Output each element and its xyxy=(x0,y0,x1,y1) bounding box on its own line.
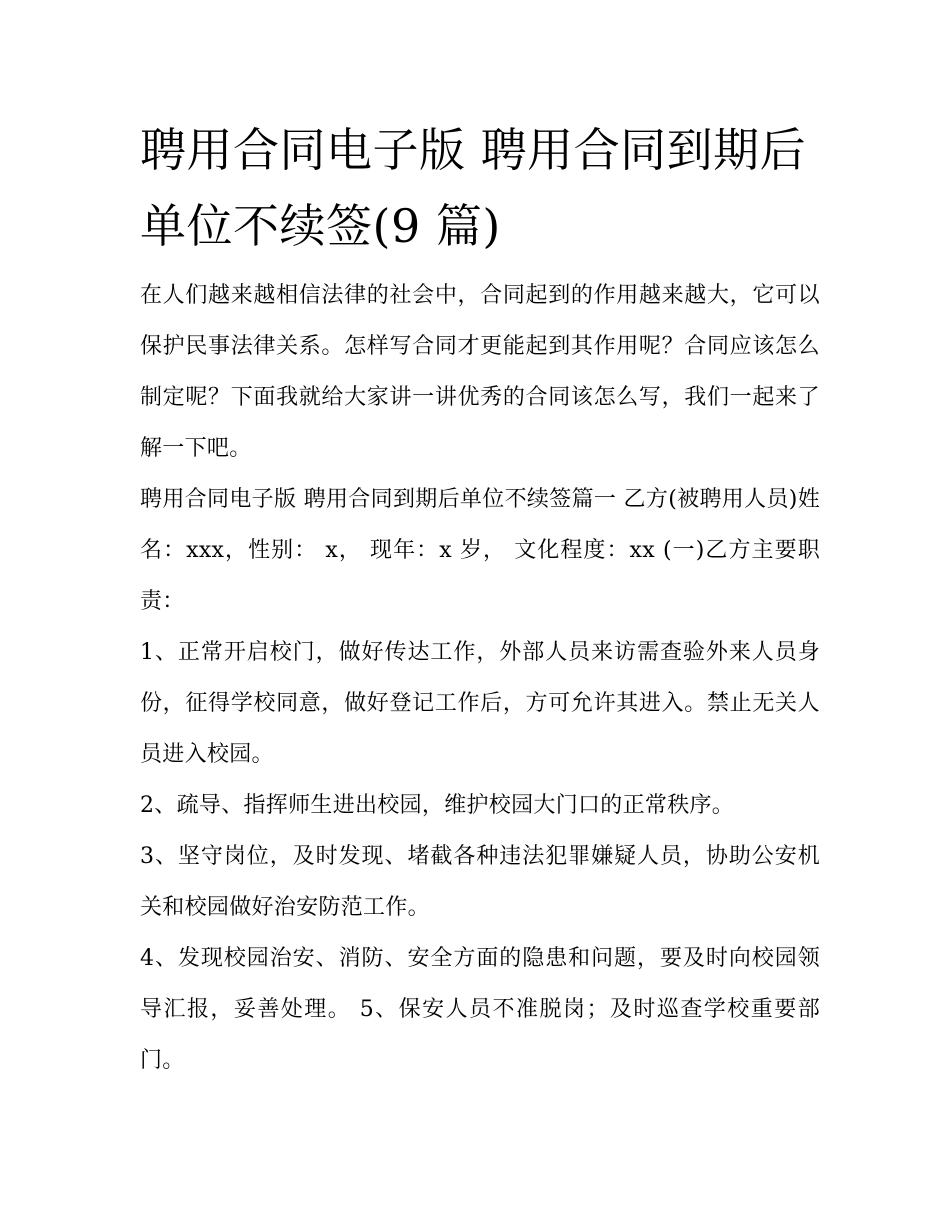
paragraph-duty-2: 2、疏导、指挥师生进出校园，维护校园大门口的正常秩序。 xyxy=(140,793,735,818)
paragraph-contract-header: 聘用合同电子版 聘用合同到期后单位不续签篇一 乙方(被聘用人员)姓名：xxx，性别： x， 现年：x 岁， 文化程度：xx (一)乙方主要职责： xyxy=(140,487,820,614)
document-title: 聘用合同电子版 聘用合同到期后单位不续签(9 篇) xyxy=(140,123,807,253)
document-body xyxy=(140,112,820,1086)
paragraph-duty-1: 1、正常开启校门，做好传达工作，外部人员来访需查验外来人员身份，征得学校同意，做好登记工作后，方可允许其进入。禁止无关人员进入校园。 xyxy=(140,640,820,767)
paragraph-duty-4: 4、发现校园治安、消防、安全方面的隐患和问题，要及时向校园领导汇报，妥善处理。 5、保安人员不准脱岗；及时巡查学校重要部门。 xyxy=(140,946,820,1073)
paragraph-intro: 在人们越来越相信法律的社会中，合同起到的作用越来越大，它可以保护民事法律关系。怎样写合同才更能起到其作用呢？合同应该怎么制定呢？下面我就给大家讲一讲优秀的合同该怎么写，我们一起来了解一下吧。 xyxy=(140,283,820,461)
paragraph-duty-3: 3、坚守岗位，及时发现、堵截各种违法犯罪嫌疑人员，协助公安机关和校园做好治安防范工作。 xyxy=(140,844,820,920)
